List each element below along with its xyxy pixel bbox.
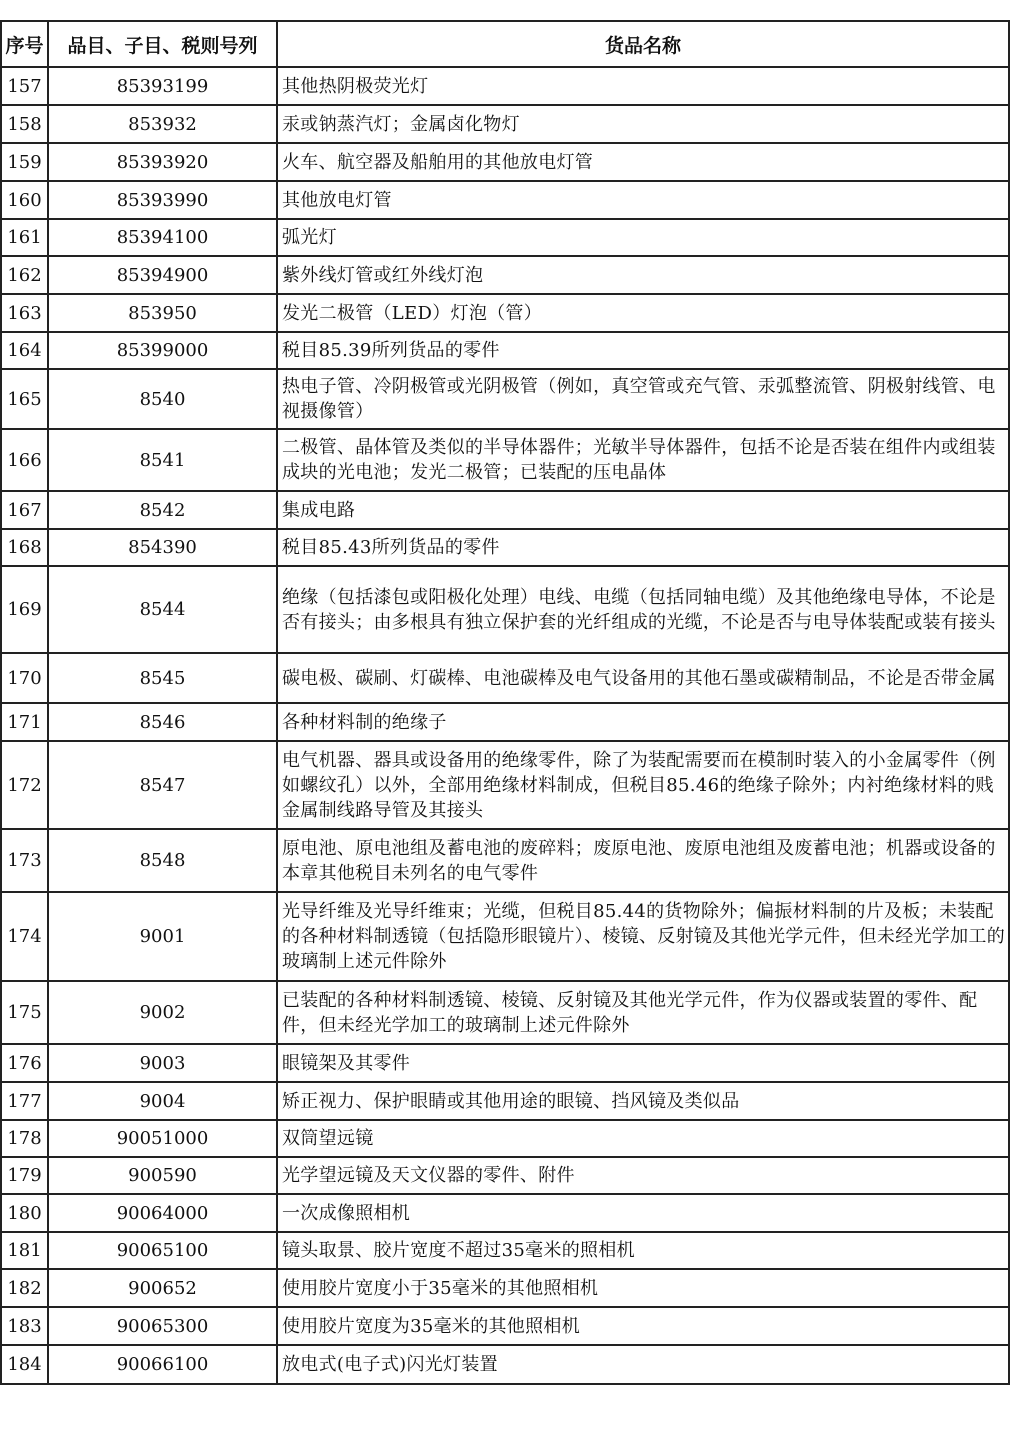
row-goods-name: 其他放电灯管 [277, 181, 1009, 219]
row-tariff-code: 8540 [48, 369, 277, 429]
row-tariff-code: 853950 [48, 294, 277, 332]
row-serial-number: 160 [1, 181, 48, 219]
table-row [1, 1082, 1009, 1120]
row-tariff-code: 85394100 [48, 219, 277, 256]
row-goods-name: 光学望远镜及天文仪器的零件、附件 [277, 1157, 1009, 1194]
row-serial-number: 157 [1, 67, 48, 105]
row-goods-name: 使用胶片宽度为35毫米的其他照相机 [277, 1307, 1009, 1345]
table-row [1, 181, 1009, 219]
row-serial-number: 158 [1, 105, 48, 143]
row-serial-number: 183 [1, 1307, 48, 1345]
table-row [1, 1044, 1009, 1082]
row-serial-number: 169 [1, 566, 48, 653]
row-tariff-code: 8541 [48, 429, 277, 491]
row-serial-number: 168 [1, 529, 48, 566]
row-goods-name: 绝缘（包括漆包或阳极化处理）电线、电缆（包括同轴电缆）及其他绝缘电导体，不论是否有接头；由多根具有独立保护套的光纤组成的光缆，不论是否与电导体装配或装有接头 [277, 566, 1009, 653]
row-serial-number: 174 [1, 892, 48, 981]
table-row [1, 1269, 1009, 1307]
table-row [1, 219, 1009, 256]
row-tariff-code: 9002 [48, 981, 277, 1044]
row-goods-name: 一次成像照相机 [277, 1194, 1009, 1232]
row-serial-number: 162 [1, 256, 48, 294]
row-serial-number: 181 [1, 1232, 48, 1269]
row-tariff-code: 85393920 [48, 143, 277, 181]
header-serial-number: 序号 [1, 21, 48, 67]
row-goods-name: 矫正视力、保护眼睛或其他用途的眼镜、挡风镜及类似品 [277, 1082, 1009, 1120]
table-row [1, 143, 1009, 181]
header-goods-name: 货品名称 [277, 21, 1009, 67]
table-row [1, 429, 1009, 491]
row-serial-number: 178 [1, 1120, 48, 1157]
table-row [1, 1345, 1009, 1384]
row-tariff-code: 85399000 [48, 332, 277, 369]
tariff-table [0, 20, 1010, 1385]
row-serial-number: 163 [1, 294, 48, 332]
row-serial-number: 173 [1, 829, 48, 892]
row-goods-name: 弧光灯 [277, 219, 1009, 256]
row-serial-number: 179 [1, 1157, 48, 1194]
row-goods-name: 碳电极、碳刷、灯碳棒、电池碳棒及电气设备用的其他石墨或碳精制品，不论是否带金属 [277, 653, 1009, 703]
row-tariff-code: 85393199 [48, 67, 277, 105]
table-row [1, 369, 1009, 429]
table-row [1, 653, 1009, 703]
row-serial-number: 164 [1, 332, 48, 369]
header-tariff-code: 品目、子目、税则号列 [48, 21, 277, 67]
row-goods-name: 热电子管、冷阴极管或光阴极管（例如，真空管或充气管、汞弧整流管、阴极射线管、电视摄像管） [277, 369, 1009, 429]
row-tariff-code: 90066100 [48, 1345, 277, 1384]
row-goods-name: 其他热阴极荧光灯 [277, 67, 1009, 105]
row-goods-name: 火车、航空器及船舶用的其他放电灯管 [277, 143, 1009, 181]
row-tariff-code: 900590 [48, 1157, 277, 1194]
row-serial-number: 184 [1, 1345, 48, 1384]
row-serial-number: 176 [1, 1044, 48, 1082]
row-serial-number: 172 [1, 741, 48, 829]
table-row [1, 105, 1009, 143]
row-tariff-code: 853932 [48, 105, 277, 143]
row-serial-number: 180 [1, 1194, 48, 1232]
row-goods-name: 发光二极管（LED）灯泡（管） [277, 294, 1009, 332]
row-serial-number: 182 [1, 1269, 48, 1307]
row-tariff-code: 90051000 [48, 1120, 277, 1157]
row-tariff-code: 8547 [48, 741, 277, 829]
row-tariff-code: 90065300 [48, 1307, 277, 1345]
table-row [1, 566, 1009, 653]
row-serial-number: 161 [1, 219, 48, 256]
table-row [1, 703, 1009, 741]
row-serial-number: 165 [1, 369, 48, 429]
table-row [1, 294, 1009, 332]
row-serial-number: 177 [1, 1082, 48, 1120]
row-goods-name: 电气机器、器具或设备用的绝缘零件，除了为装配需要而在模制时装入的小金属零件（例如螺纹孔）以外，全部用绝缘材料制成，但税目85.46的绝缘子除外；内衬绝缘材料的贱金属制线路导管及其接头 [277, 741, 1009, 829]
row-goods-name: 使用胶片宽度小于35毫米的其他照相机 [277, 1269, 1009, 1307]
row-goods-name: 税目85.39所列货品的零件 [277, 332, 1009, 369]
table-row [1, 829, 1009, 892]
row-tariff-code: 90065100 [48, 1232, 277, 1269]
row-goods-name: 镜头取景、胶片宽度不超过35毫米的照相机 [277, 1232, 1009, 1269]
row-serial-number: 167 [1, 491, 48, 529]
row-tariff-code: 9001 [48, 892, 277, 981]
table-row [1, 1120, 1009, 1157]
table-row [1, 332, 1009, 369]
row-goods-name: 眼镜架及其零件 [277, 1044, 1009, 1082]
row-serial-number: 175 [1, 981, 48, 1044]
table-row [1, 1307, 1009, 1345]
tariff-table-page [0, 20, 1008, 1385]
table-row [1, 529, 1009, 566]
row-goods-name: 放电式(电子式)闪光灯装置 [277, 1345, 1009, 1384]
row-serial-number: 166 [1, 429, 48, 491]
table-row [1, 1232, 1009, 1269]
row-tariff-code: 8544 [48, 566, 277, 653]
table-row [1, 1157, 1009, 1194]
table-row [1, 892, 1009, 981]
row-tariff-code: 8542 [48, 491, 277, 529]
row-tariff-code: 9004 [48, 1082, 277, 1120]
row-tariff-code: 900652 [48, 1269, 277, 1307]
table-row [1, 1194, 1009, 1232]
row-goods-name: 集成电路 [277, 491, 1009, 529]
table-row [1, 741, 1009, 829]
row-tariff-code: 8548 [48, 829, 277, 892]
row-goods-name: 汞或钠蒸汽灯；金属卤化物灯 [277, 105, 1009, 143]
row-goods-name: 各种材料制的绝缘子 [277, 703, 1009, 741]
row-goods-name: 税目85.43所列货品的零件 [277, 529, 1009, 566]
row-goods-name: 双筒望远镜 [277, 1120, 1009, 1157]
table-header-row [1, 21, 1009, 67]
table-row [1, 981, 1009, 1044]
row-tariff-code: 90064000 [48, 1194, 277, 1232]
row-tariff-code: 85393990 [48, 181, 277, 219]
row-goods-name: 已装配的各种材料制透镜、棱镜、反射镜及其他光学元件，作为仪器或装置的零件、配件，但未经光学加工的玻璃制上述元件除外 [277, 981, 1009, 1044]
row-serial-number: 170 [1, 653, 48, 703]
row-goods-name: 二极管、晶体管及类似的半导体器件；光敏半导体器件，包括不论是否装在组件内或组装成块的光电池；发光二极管；已装配的压电晶体 [277, 429, 1009, 491]
table-row [1, 256, 1009, 294]
row-serial-number: 171 [1, 703, 48, 741]
table-row [1, 491, 1009, 529]
row-serial-number: 159 [1, 143, 48, 181]
row-goods-name: 紫外线灯管或红外线灯泡 [277, 256, 1009, 294]
row-goods-name: 原电池、原电池组及蓄电池的废碎料；废原电池、废原电池组及废蓄电池；机器或设备的本章其他税目未列名的电气零件 [277, 829, 1009, 892]
table-row [1, 67, 1009, 105]
row-goods-name: 光导纤维及光导纤维束；光缆，但税目85.44的货物除外；偏振材料制的片及板；未装配的各种材料制透镜（包括隐形眼镜片）、棱镜、反射镜及其他光学元件，但未经光学加工的玻璃制上述元件除外 [277, 892, 1009, 981]
row-tariff-code: 8545 [48, 653, 277, 703]
row-tariff-code: 85394900 [48, 256, 277, 294]
row-tariff-code: 854390 [48, 529, 277, 566]
row-tariff-code: 8546 [48, 703, 277, 741]
row-tariff-code: 9003 [48, 1044, 277, 1082]
